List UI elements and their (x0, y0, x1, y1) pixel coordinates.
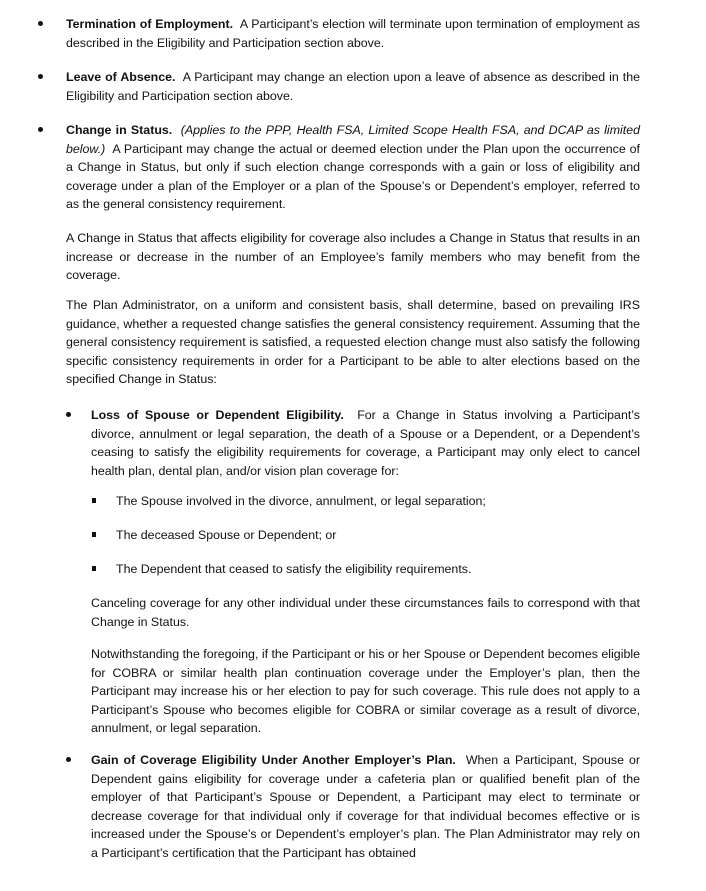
paragraph-text: Notwithstanding the foregoing, if the Participant or his or her Spouse or Dependent becomes eligible for COBRA or similar health plan continuation coverage under the Employer’s plan, then the Participant may increase his or her election to pay for such coverage. This rule does not apply to a Participant’s Spouse who becomes eligible for COBRA or similar coverage as a result of divorce, annulment, or legal separation. (91, 647, 640, 735)
square-bullet-icon (89, 560, 99, 579)
bullet-icon (63, 751, 73, 770)
list-item-text: The deceased Spouse or Dependent; or (116, 528, 337, 542)
paragraph-text: Canceling coverage for any other individual under these circumstances fails to correspond with that Change in Status. (91, 596, 640, 629)
bullet-icon (35, 15, 45, 34)
list-item (116, 492, 640, 511)
square-bullet-icon (89, 526, 99, 545)
change-in-status-item (66, 121, 640, 214)
item-body: A Participant may change an election upon a leave of absence as described in the Eligibility and Participation section above. (66, 70, 640, 103)
list-item (116, 560, 640, 579)
leave-of-absence-item (66, 68, 640, 105)
list-item (116, 526, 640, 545)
bullet-icon (35, 68, 45, 87)
item-heading: Change in Status. (66, 123, 173, 137)
paragraph-text: A Change in Status that affects eligibility for coverage also includes a Change in Status that results in an increase or decrease in the number of an Employee’s family members who may benefit from the coverage. (66, 231, 640, 282)
item-note: (Applies to the PPP, Health FSA, Limited Scope Health FSA, and DCAP as limited below.) (66, 123, 640, 156)
list-item-text: The Spouse involved in the divorce, annulment, or legal separation; (116, 494, 486, 508)
paragraph-text: The Plan Administrator, on a uniform and consistent basis, shall determine, based on prevailing IRS guidance, whether a requested change satisfies the general consistency requirement. Assuming that the general consistency requirement is satisfied, a requested election change must also satisfy the following specific consistency requirements in order for a Participant to be able to alter elections based on the specified Change in Status: (66, 298, 640, 386)
item-heading: Loss of Spouse or Dependent Eligibility. (91, 408, 344, 422)
canceling-coverage-paragraph (91, 594, 640, 631)
change-in-status-paragraph (66, 229, 640, 285)
item-body: A Participant’s election will terminate upon termination of employment as described in the Eligibility and Participation section above. (66, 17, 640, 50)
item-body: When a Participant, Spouse or Dependent gains eligibility for coverage under a cafeteria plan or qualified benefit plan of the employer of that Participant’s Spouse or Dependent, a Participant may elect to terminate or decrease coverage for that individual only if coverage for that individual becomes effective or is increased under the Spouse’s or Dependent’s employer’s plan. The Plan Administrator may rely on a Participant’s certification that the Participant has obtained (91, 753, 640, 860)
item-body: A Participant may change the actual or deemed election under the Plan upon the occurrence of a Change in Status, but only if such election change corresponds with a gain or loss of eligibility and coverage under a plan of the Employer or a plan of the Spouse’s or Dependent’s employer, referred to as the general consistency requirement. (66, 141, 640, 211)
square-bullet-icon (89, 492, 99, 511)
item-heading: Gain of Coverage Eligibility Under Another Employer’s Plan. (91, 753, 456, 767)
loss-of-eligibility-item (91, 406, 640, 480)
bullet-icon (63, 406, 73, 425)
list-item-text: The Dependent that ceased to satisfy the eligibility requirements. (116, 562, 472, 576)
gain-of-coverage-item (91, 751, 640, 862)
item-heading: Leave of Absence. (66, 70, 176, 84)
item-body: For a Change in Status involving a Participant’s divorce, annulment or legal separation, the death of a Spouse or a Dependent, or a Dependent’s ceasing to satisfy the eligibility requirements for coverage, a Participant may only elect to cancel health plan, dental plan, and/or vision plan coverage for: (91, 408, 641, 478)
notwithstanding-paragraph (91, 645, 640, 738)
bullet-icon (35, 121, 45, 140)
item-heading: Termination of Employment. (66, 17, 234, 31)
plan-administrator-paragraph (66, 296, 640, 389)
termination-of-employment-item (66, 15, 640, 52)
